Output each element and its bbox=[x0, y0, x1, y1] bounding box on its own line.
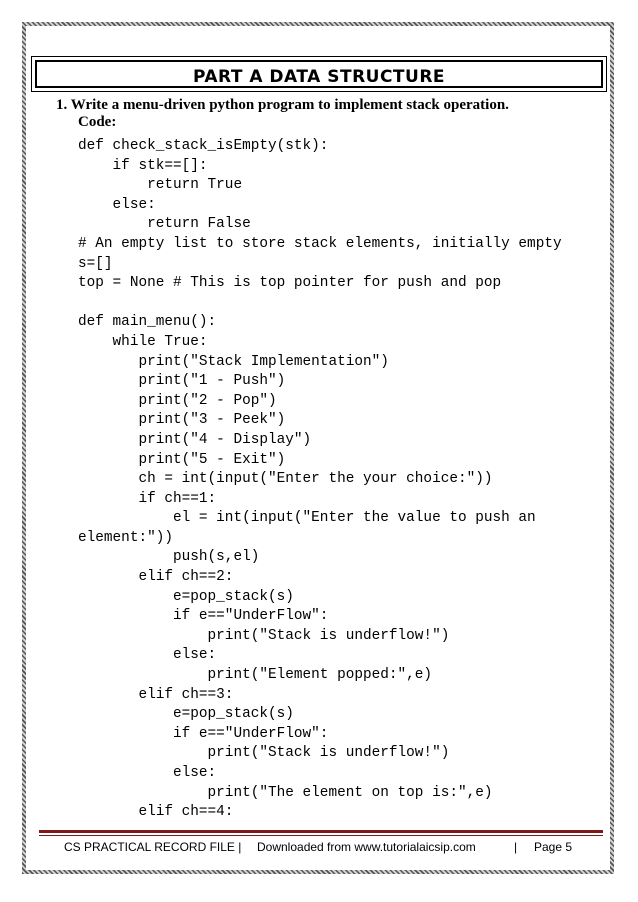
code-line bbox=[78, 294, 562, 314]
question-text: Write a menu-driven python program to implement stack operation. bbox=[70, 97, 509, 113]
section-header-inner bbox=[35, 60, 603, 88]
code-line: print("Stack Implementation") bbox=[78, 353, 389, 370]
code-line: ch = int(input("Enter the your choice:")) bbox=[78, 471, 493, 488]
code-line: else: bbox=[78, 196, 156, 213]
code-line: # An empty list to store stack elements, initially empty bbox=[78, 235, 562, 252]
page-footer bbox=[64, 840, 574, 858]
section-title: PART A DATA STRUCTURE bbox=[192, 67, 446, 87]
code-line: print("Stack is underflow!") bbox=[78, 745, 450, 762]
code-line: el = int(input("Enter the value to push an bbox=[78, 510, 536, 527]
code-line: elif ch==3: bbox=[78, 686, 234, 703]
code-line: else: bbox=[78, 765, 217, 781]
code-line: if e=="UnderFlow": bbox=[78, 725, 329, 742]
footer-separator: | bbox=[514, 840, 518, 854]
code-line: s=[] bbox=[78, 255, 113, 272]
footer-download-source: Downloaded from www.tutorialaicsip.com bbox=[257, 840, 476, 854]
code-line: element:")) bbox=[78, 529, 173, 546]
code-line: return True bbox=[78, 177, 243, 194]
code-line: return False bbox=[78, 216, 251, 233]
code-line: e=pop_stack(s) bbox=[78, 588, 294, 605]
footer-record-title: CS PRACTICAL RECORD FILE | bbox=[64, 840, 242, 854]
code-line: print("2 - Pop") bbox=[78, 392, 277, 409]
code-line: while True: bbox=[78, 333, 208, 350]
code-line: elif ch==2: bbox=[78, 569, 234, 586]
code-line: if e=="UnderFlow": bbox=[78, 608, 329, 625]
code-line: push(s,el) bbox=[78, 549, 260, 566]
code-line: top = None # This is top pointer for push and pop bbox=[78, 275, 502, 292]
code-line: def main_menu(): bbox=[78, 314, 217, 331]
code-line: e=pop_stack(s) bbox=[78, 706, 294, 723]
code-line: if stk==[]: bbox=[78, 157, 208, 174]
code-block bbox=[78, 137, 562, 823]
question-line bbox=[56, 97, 509, 114]
footer-rule-thick bbox=[39, 830, 603, 833]
code-line: print("Stack is underflow!") bbox=[78, 627, 450, 644]
code-line: print("4 - Display") bbox=[78, 431, 312, 448]
code-line: print("5 - Exit") bbox=[78, 451, 286, 468]
code-line: def check_stack_isEmpty(stk): bbox=[78, 138, 329, 154]
question-number: 1. bbox=[56, 97, 68, 113]
footer-page-number: Page 5 bbox=[534, 840, 573, 854]
footer-rule-thin bbox=[39, 835, 603, 836]
code-line: else: bbox=[78, 647, 217, 664]
code-line: elif ch==4: bbox=[78, 804, 234, 821]
code-line: print("1 - Push") bbox=[78, 373, 286, 390]
code-line: if ch==1: bbox=[78, 490, 217, 507]
code-label: Code: bbox=[78, 114, 117, 130]
code-line: print("The element on top is:",e) bbox=[78, 784, 493, 801]
code-line: print("Element popped:",e) bbox=[78, 667, 433, 684]
section-header bbox=[31, 56, 607, 92]
code-line: print("3 - Peek") bbox=[78, 412, 286, 429]
